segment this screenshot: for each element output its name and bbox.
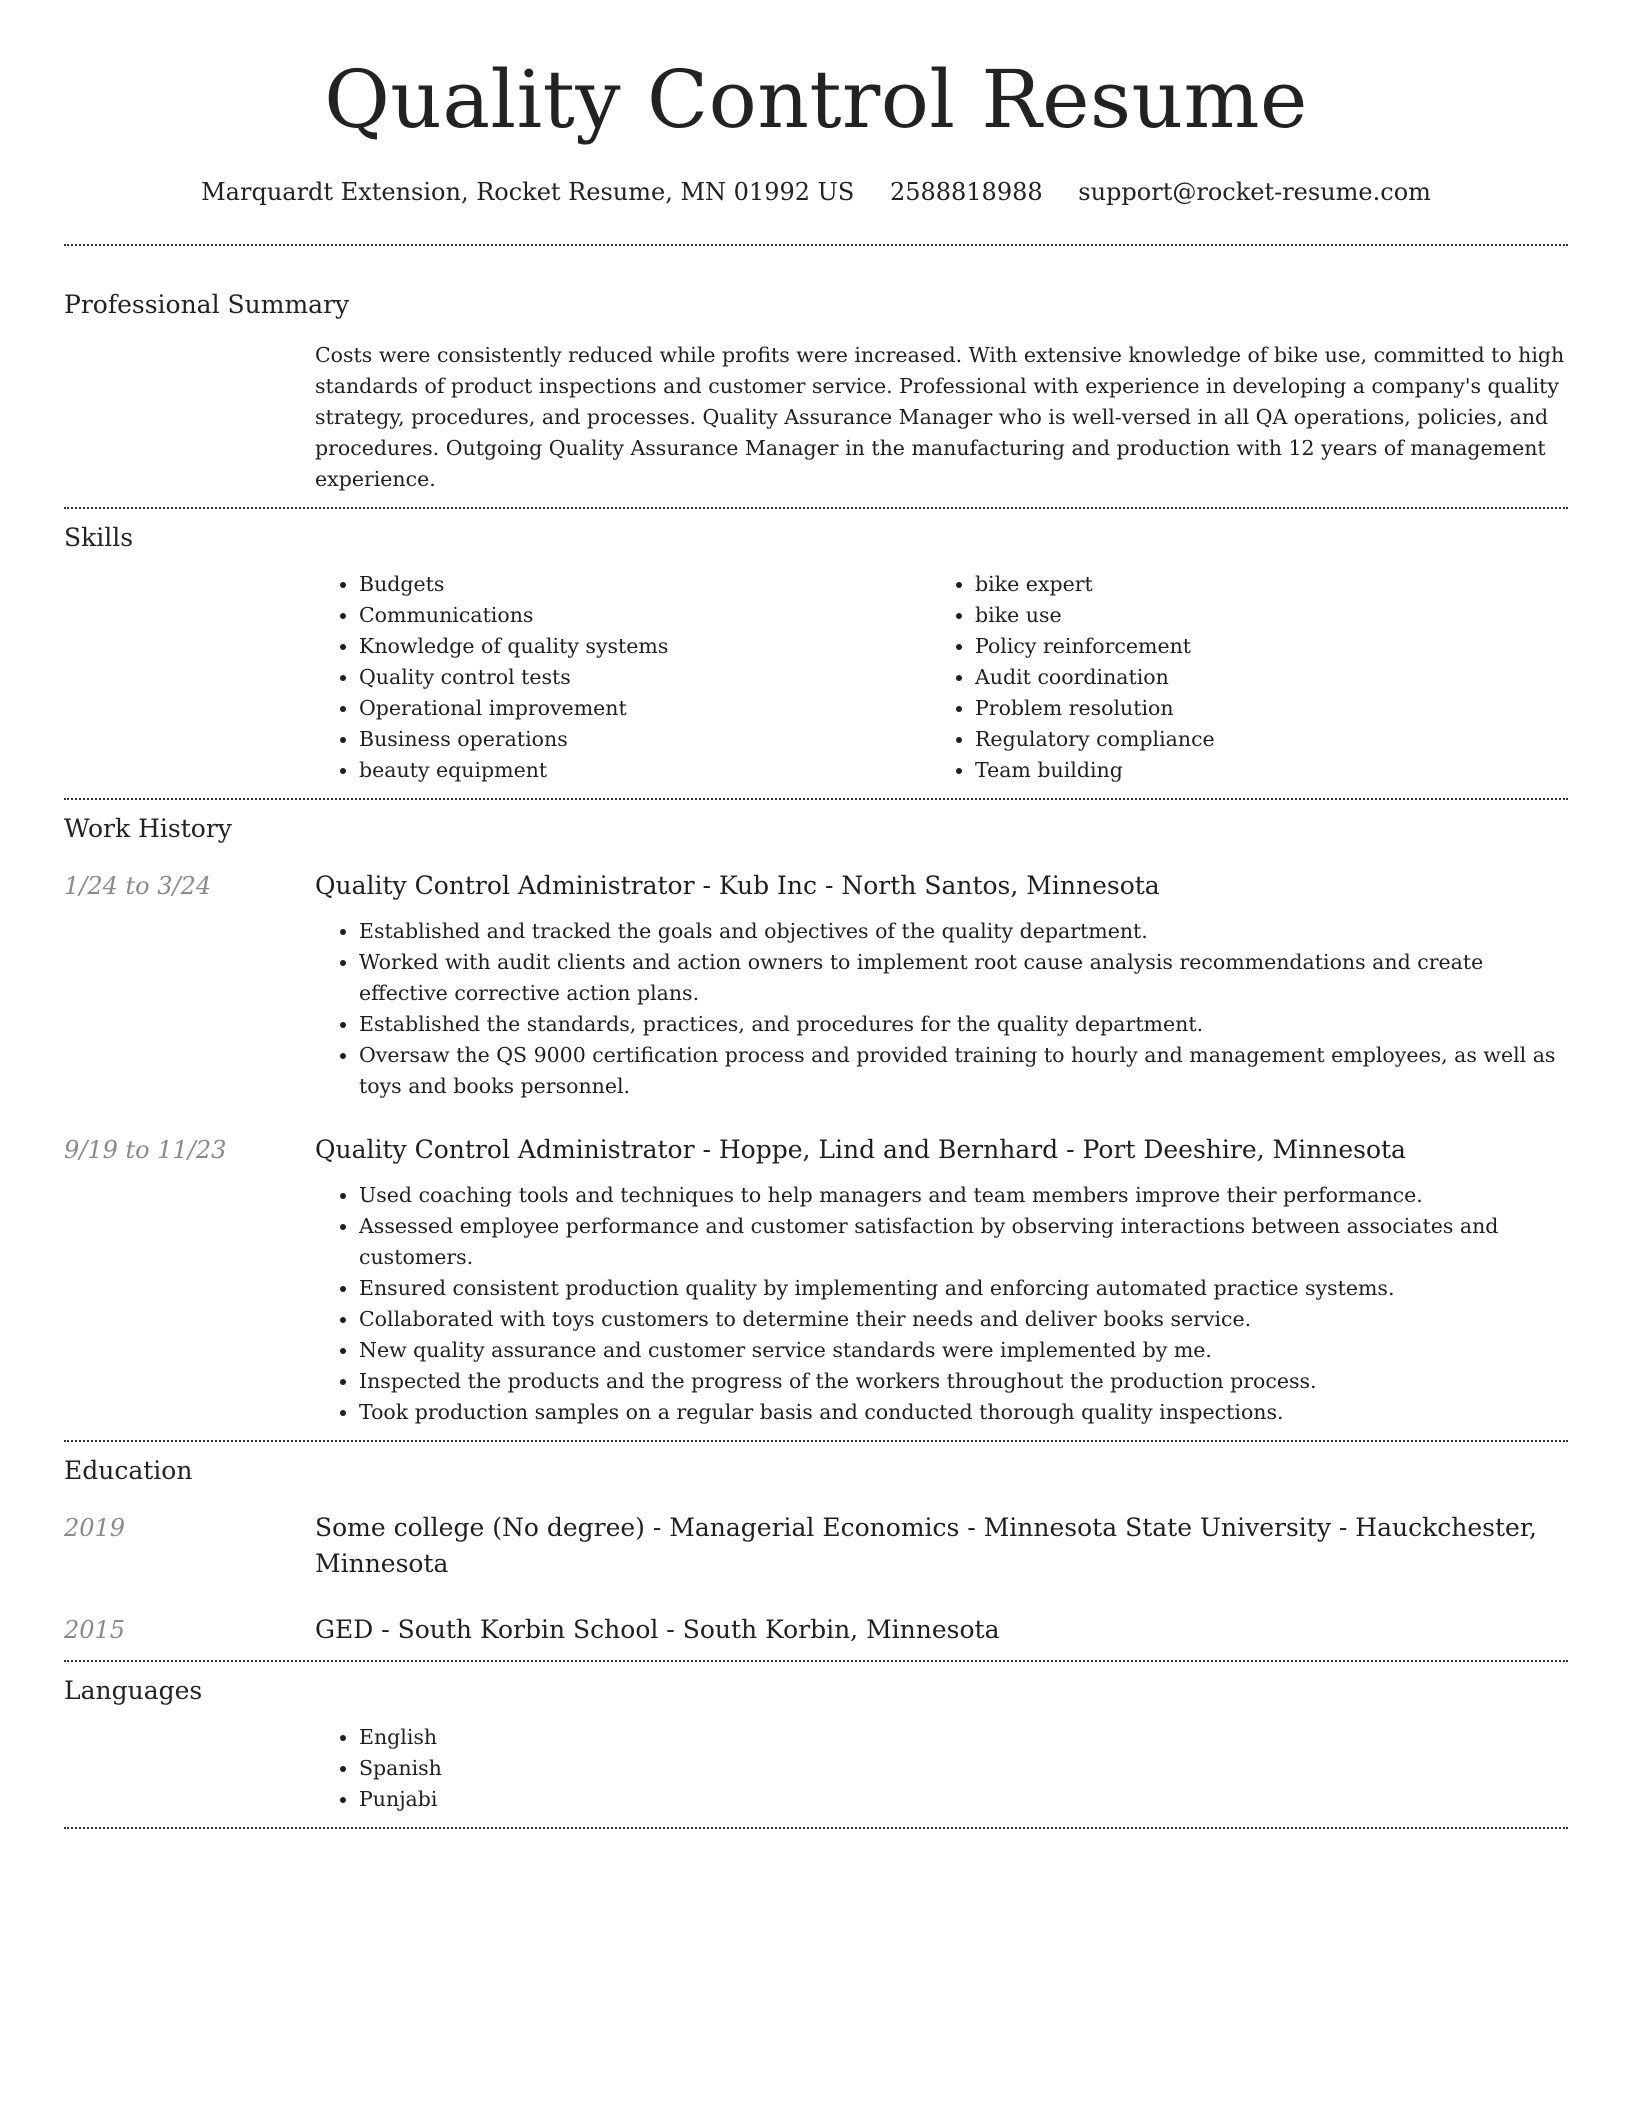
- skill-item: • Communications: [359, 600, 931, 631]
- job-bullet: • Inspected the products and the progress of the workers throughout the production process.: [359, 1366, 1568, 1397]
- summary-content: [315, 340, 1568, 495]
- skill-item: • Knowledge of quality systems: [359, 631, 931, 662]
- language-item: • Punjabi: [359, 1784, 1568, 1815]
- job-entry-1: [64, 868, 1568, 1102]
- section-skills: [64, 521, 1568, 786]
- skill-item: • Team building: [975, 755, 1547, 786]
- job-date: 1/24 to 3/24: [64, 872, 212, 900]
- job-heading: Quality Control Administrator - Kub Inc - North Santos, Minnesota: [315, 871, 1160, 900]
- skill-item: • Policy reinforcement: [975, 631, 1547, 662]
- divider-work: [64, 1440, 1568, 1442]
- job-entry-2: [64, 1132, 1568, 1428]
- language-item: • English: [359, 1722, 1568, 1753]
- section-title-work: Work History: [64, 814, 232, 843]
- section-title-summary: Professional Summary: [64, 290, 350, 319]
- education-entry-2: [64, 1612, 1568, 1648]
- job-bullet: • Worked with audit clients and action owners to implement root cause analysis recommendations and create effective corrective action plans.: [359, 947, 1568, 1009]
- skill-item: • Regulatory compliance: [975, 724, 1547, 755]
- contact-address: Marquardt Extension, Rocket Resume, MN 01992 US: [201, 178, 855, 206]
- skills-grid: [315, 569, 1568, 786]
- skills-list-left: [315, 569, 931, 786]
- section-summary: [64, 288, 1568, 495]
- section-title-education: Education: [64, 1456, 193, 1485]
- section-title-languages: Languages: [64, 1676, 203, 1705]
- education-heading: GED - South Korbin School - South Korbin, Minnesota: [315, 1615, 1000, 1644]
- job-bullet: • Established the standards, practices, and procedures for the quality department.: [359, 1009, 1568, 1040]
- skill-item: • beauty equipment: [359, 755, 931, 786]
- education-entry-1: [64, 1510, 1568, 1582]
- skills-content: [315, 569, 1568, 786]
- job-bullet: • Established and tracked the goals and objectives of the quality department.: [359, 916, 1568, 947]
- section-education: [64, 1454, 1568, 1648]
- skill-item: • bike use: [975, 600, 1547, 631]
- section-work-history: [64, 812, 1568, 1428]
- job-bullet: • Ensured consistent production quality by implementing and enforcing automated practice systems.: [359, 1273, 1568, 1304]
- skill-item: • Operational improvement: [359, 693, 931, 724]
- job-bullet: • Took production samples on a regular basis and conducted thorough quality inspections.: [359, 1397, 1568, 1428]
- summary-text: Costs were consistently reduced while profits were increased. With extensive knowledge of bike use, committed to high standards of product inspections and customer service. Professional with experience in developing a company's quality strategy, procedures, and processes. Quality Assurance Manager who is well-versed in all QA operations, policies, and procedures. Outgoing Quality Assurance Manager in the manufacturing and production with 12 years of management experience.: [315, 343, 1565, 491]
- skills-list-right: [931, 569, 1547, 786]
- skill-item: • Problem resolution: [975, 693, 1547, 724]
- contact-email: support@rocket-resume.com: [1078, 178, 1431, 206]
- divider-education: [64, 1660, 1568, 1662]
- languages-list: [315, 1722, 1568, 1815]
- language-item: • Spanish: [359, 1753, 1568, 1784]
- section-languages: [64, 1674, 1568, 1815]
- job-body: [315, 868, 1568, 1102]
- education-date: 2019: [64, 1514, 126, 1542]
- resume-title: Quality Control Resume: [324, 53, 1308, 146]
- skill-item: • bike expert: [975, 569, 1547, 600]
- job-heading: Quality Control Administrator - Hoppe, Lind and Bernhard - Port Deeshire, Minnesota: [315, 1135, 1406, 1164]
- job-bullet: • Oversaw the QS 9000 certification process and provided training to hourly and management employees, as well as toys and books personnel.: [359, 1040, 1568, 1102]
- job-bullet: • Assessed employee performance and customer satisfaction by observing interactions between associates and customers.: [359, 1211, 1568, 1273]
- education-body: [315, 1612, 1568, 1648]
- job-bullets: [315, 916, 1568, 1102]
- divider-summary: [64, 507, 1568, 509]
- job-body: [315, 1132, 1568, 1428]
- education-date: 2015: [64, 1616, 126, 1644]
- skill-item: • Budgets: [359, 569, 931, 600]
- section-title-skills: Skills: [64, 523, 134, 552]
- skill-item: • Quality control tests: [359, 662, 931, 693]
- divider-header: [64, 244, 1568, 246]
- job-bullet: • Collaborated with toys customers to determine their needs and deliver books service.: [359, 1304, 1568, 1335]
- job-bullets: [315, 1180, 1568, 1428]
- skill-item: • Audit coordination: [975, 662, 1547, 693]
- education-body: [315, 1510, 1568, 1582]
- contact-line: [64, 176, 1568, 208]
- job-bullet: • Used coaching tools and techniques to help managers and team members improve their performance.: [359, 1180, 1568, 1211]
- skill-item: • Business operations: [359, 724, 931, 755]
- divider-skills: [64, 798, 1568, 800]
- languages-content: [315, 1722, 1568, 1815]
- divider-languages: [64, 1827, 1568, 1829]
- job-bullet: • New quality assurance and customer service standards were implemented by me.: [359, 1335, 1568, 1366]
- education-heading: Some college (No degree) - Managerial Economics - Minnesota State University - Hauckchester, Minnesota: [315, 1513, 1537, 1578]
- contact-phone: 2588818988: [889, 178, 1043, 206]
- job-date: 9/19 to 11/23: [64, 1136, 227, 1164]
